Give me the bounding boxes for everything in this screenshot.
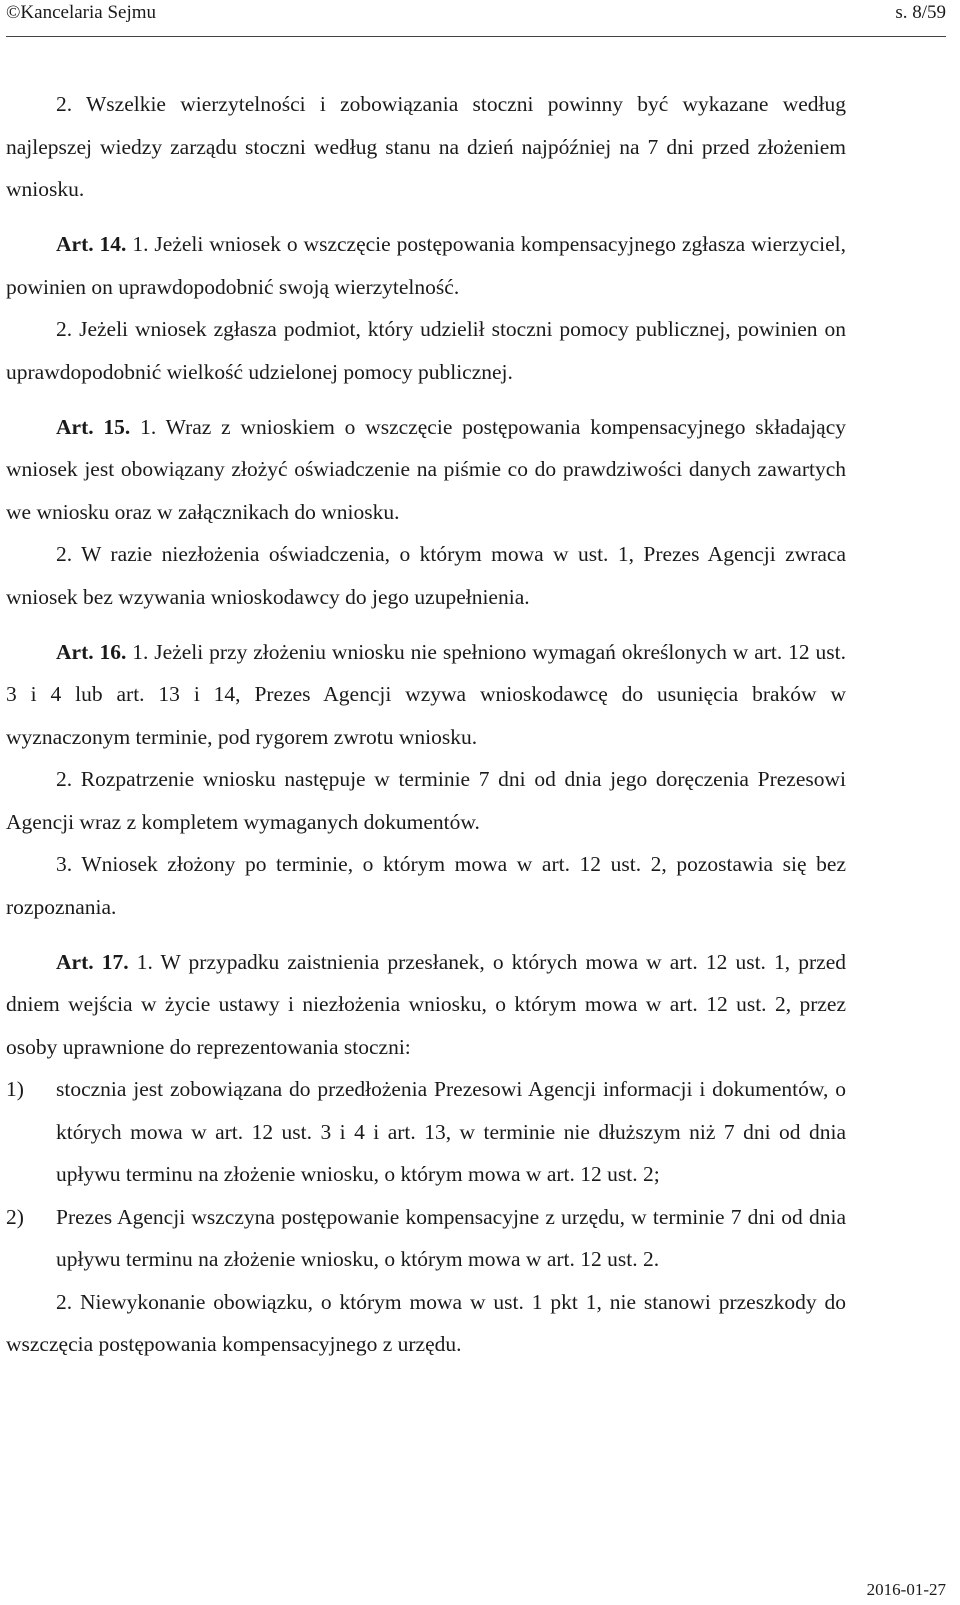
paragraph-art16-ust2: 2. Rozpatrzenie wniosku następuje w terminie 7 dni od dnia jego doręczenia Prezesowi Agencji wraz z kompletem wymaganych dokumentów. [6, 767, 846, 834]
paragraph-art16-ust1 [6, 631, 846, 759]
list-item [6, 1068, 846, 1196]
document-body [6, 83, 846, 1366]
paragraph-art14-ust2: 2. Jeżeli wniosek zgłasza podmiot, który udzielił stoczni pomocy publicznej, powinien on uprawdopodobnić wielkość udzielonej pomocy publicznej. [6, 317, 846, 384]
header-page-number: s. 8/59 [895, 2, 946, 23]
paragraph-art15-ust2: 2. W razie niezłożenia oświadczenia, o którym mowa w ust. 1, Prezes Agencji zwraca wniosek bez wzywania wnioskodawcy do jego uzupełnienia. [6, 542, 846, 609]
header-copyright: ©Kancelaria Sejmu [6, 2, 157, 23]
article-label: Art. 17. [56, 949, 129, 974]
paragraph-art16-ust3: 3. Wniosek złożony po terminie, o którym mowa w art. 12 ust. 2, pozostawia się bez rozpoznania. [6, 852, 846, 919]
paragraph-text: 1. Wraz z wnioskiem o wszczęcie postępowania kompensacyjnego składający wniosek jest obowiązany złożyć oświadczenie na piśmie co do prawdziwości danych zawartych we wniosku oraz w załącznikach do wniosku. [6, 414, 846, 524]
page-header [6, 0, 946, 37]
paragraph-text: 1. Jeżeli przy złożeniu wniosku nie spełniono wymagań określonych w art. 12 ust. 3 i 4 lub art. 13 i 14, Prezes Agencji wzywa wnioskodawcę do usunięcia braków w wyznaczonym terminie, pod rygorem zwrotu wniosku. [6, 639, 846, 749]
list-item-number: 1) [6, 1077, 24, 1101]
paragraph-art17-ust2: 2. Niewykonanie obowiązku, o którym mowa w ust. 1 pkt 1, nie stanowi przeszkody do wszczęcia postępowania kompensacyjnego z urzędu. [6, 1289, 846, 1356]
article-label: Art. 15. [56, 414, 131, 439]
article-label: Art. 16. [56, 639, 127, 664]
paragraph-art13-ust2: 2. Wszelkie wierzytelności i zobowiązania stoczni powinny być wykazane według najlepszej wiedzy zarządu stoczni według stanu na dzień najpóźniej na 7 dni przed złożeniem wniosku. [6, 92, 846, 201]
paragraph-text: 1. Jeżeli wniosek o wszczęcie postępowania kompensacyjnego zgłasza wierzyciel, powinien on uprawdopodobnić swoją wierzytelność. [6, 232, 847, 299]
paragraph-art17-ust1 [6, 941, 846, 1069]
list-item-number: 2) [6, 1204, 24, 1229]
page-footer-date: 2016-01-27 [866, 1580, 946, 1599]
list-item [6, 1196, 846, 1281]
list-item-text: stocznia jest zobowiązana do przedłożenia Prezesowi Agencji informacji i dokumentów, o których mowa w art. 12 ust. 3 i 4 i art. 13, w terminie nie dłuższym niż 7 dni od dnia upływu terminu na złożenie wniosku, o którym mowa w art. 12 ust. 2; [56, 1077, 846, 1186]
paragraph-art14-ust1 [6, 223, 846, 308]
paragraph-art15-ust1 [6, 406, 846, 534]
article-label: Art. 14. [56, 232, 127, 256]
list-item-text: Prezes Agencji wszczyna postępowanie kompensacyjne z urzędu, w terminie 7 dni od dnia upływu terminu na złożenie wniosku, o którym mowa w art. 12 ust. 2. [56, 1204, 846, 1271]
paragraph-text: 1. W przypadku zaistnienia przesłanek, o których mowa w art. 12 ust. 1, przed dniem wejścia w życie ustawy i niezłożenia wniosku, o którym mowa w art. 12 ust. 2, przez osoby uprawnione do reprezentowania stoczni: [6, 949, 847, 1059]
